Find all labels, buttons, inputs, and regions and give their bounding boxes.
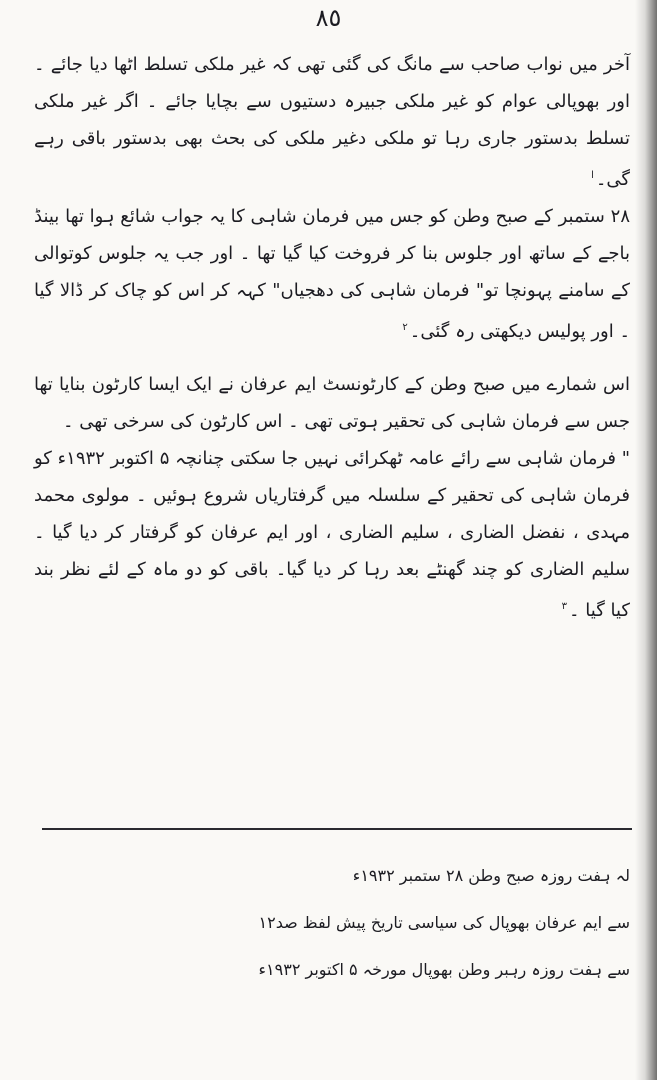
paragraph-arrests xyxy=(34,440,630,629)
footnote-3: سے ہفت روزہ رہبر وطن بھوپال مورخہ ۵ اکتوبر ۱۹۳۲ء xyxy=(258,960,630,979)
paragraph-arrests-text: " فرمان شاہی سے رائے عامہ ٹھکرائی نہیں جا سکتی چنانچہ ۵ اکتوبر ۱۹۳۲ء کو فرمان شاہی کی تحقیر کے سلسلہ میں گرفتاریاں شروع ہوئیں ۔ مولوی محمد مہدی ، نفضل الضاری ، سلیم الضاری ، اور ایم عرفان کو گرفتار کر دیا گیا ۔ سلیم الضاری کو چند گھنٹے بعد رہا کر دیا گیا۔ باقی کو دو ماہ کے لئے نظر بند کیا گیا ۔ xyxy=(34,448,631,621)
footnote-1: لہ ہفت روزہ صبح وطن ۲۸ ستمبر ۱۹۳۲ء xyxy=(352,866,630,885)
paragraph-procession xyxy=(34,198,630,350)
footnote-marker-1: ا xyxy=(591,170,594,181)
footnote-marker-3: ۳ xyxy=(561,601,568,612)
paragraph-cartoon xyxy=(34,366,630,440)
paragraph-cartoon-text: اس شمارے میں صبح وطن کے کارٹونسٹ ایم عرفان نے ایک ایسا کارٹون بنایا تھا جس سے فرمان شاہی کی تحقیر ہوتی تھی ۔ اس کارٹون کی سرخی تھی ۔ xyxy=(34,374,630,432)
footnote-marker-2: ۲ xyxy=(402,322,408,333)
footnote-2: سے ایم عرفان بھوپال کی سیاسی تاریخ پیش لفظ صد۱۲ xyxy=(258,913,630,932)
paragraph-procession-text: ۲۸ ستمبر کے صبح وطن کو جس میں فرمان شاہی کا یہ جواب شائع ہوا تھا بینڈ باجے کے ساتھ اور جلوس بنا کر فروخت کیا گیا تھا ۔ اور جب یہ جلوس کوتوالی کے سامنے پہونچا تو" فرمان شاہی کی دھجیاں" کہہ کر اس کو چاک کر ڈالا گیا ۔ اور پولیس دیکھتی رہ گئی۔ xyxy=(34,206,630,342)
footnote-divider xyxy=(42,828,632,830)
paragraph-demand-text: آخر میں نواب صاحب سے مانگ کی گئی تھی کہ غیر ملکی تسلط اٹھا دیا جائے ۔ اور بھوپالی عوام کو غیر ملکی جبیرہ دستیوں سے بچایا جائے ۔ اگر غیر ملکی تسلط بدستور جاری رہا تو ملکی دغیر ملکی کی بحث بھی بدستور باقی رہے گی۔ xyxy=(34,54,630,190)
main-text xyxy=(34,46,630,629)
page-number: ٨٥ xyxy=(315,4,342,32)
footnotes xyxy=(34,852,630,993)
paragraph-demand xyxy=(34,46,630,198)
page-edge-shadow xyxy=(635,0,657,1080)
